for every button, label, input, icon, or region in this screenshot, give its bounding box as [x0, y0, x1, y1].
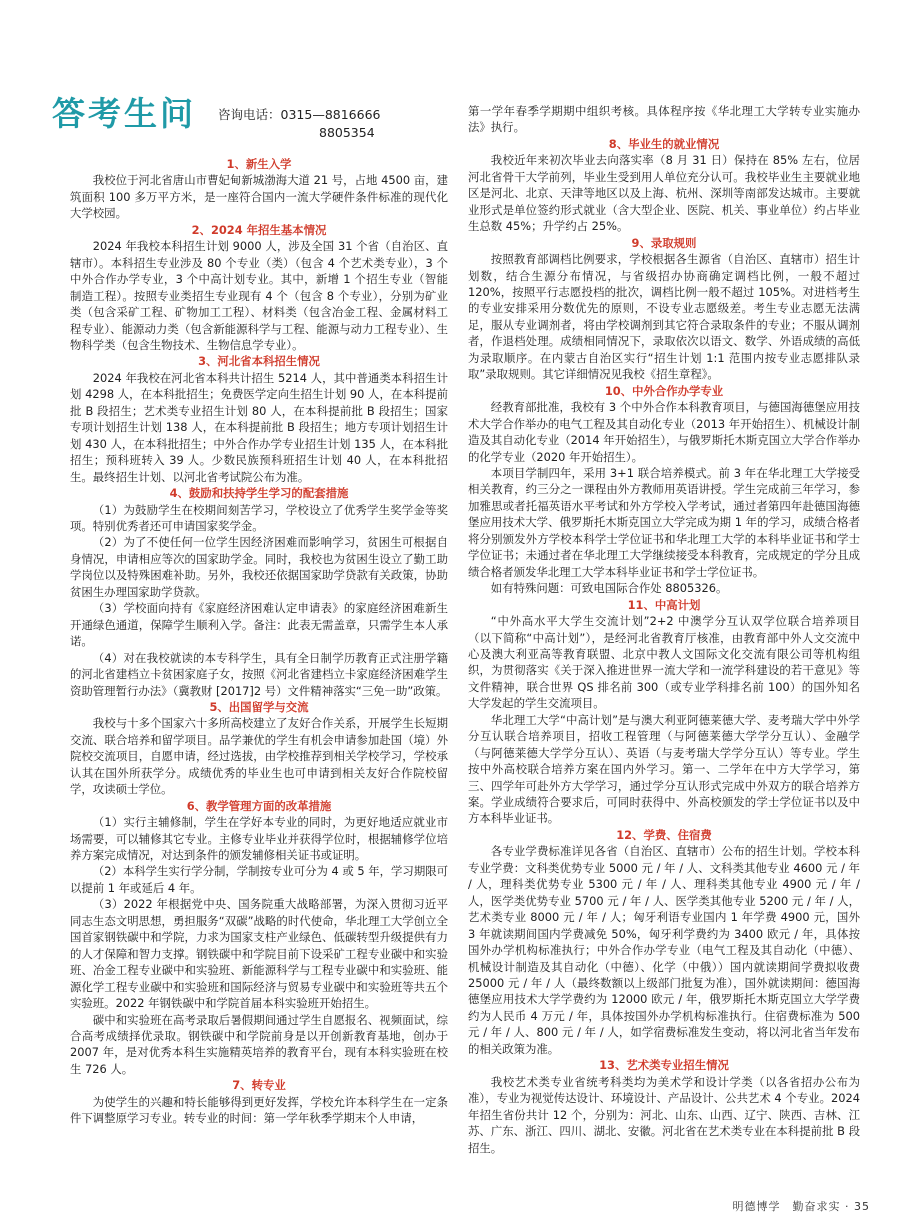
- paragraph: 如有特殊问题：可致电国际合作处 8805326。: [490, 581, 728, 596]
- paragraph: 碳中和实验班在高考录取后暑假期间通过学生自愿报名、视频面试，综合高考成绩择优录取。钢铁碳中和学院前身是以开创新教育基地，创办于 2007 年，是对优秀本科生实施精英培养的教育平台，现有本科实验班在校生 726 人。: [70, 1012, 448, 1076]
- phone-number-1: 0315—8816666: [280, 107, 381, 122]
- section-heading: 10、中外合作办学专业: [604, 383, 724, 398]
- section-heading: 11、中高计划: [627, 597, 701, 612]
- paragraph: 我校艺术类专业省统考科类均为美术学和设计学类（以各省招办公布为准），专业为视觉传达设计、环境设计、产品设计、公共艺术 4 个专业。2024 年招生省份共计 12 个，分别为：河北、山东、山西、辽宁、陕西、吉林、江苏、广东、浙江、四川、湖北、安徽。河北省在艺术类专业在本科提前批 B 段招生。: [468, 1074, 860, 1155]
- paragraph: （3）学校面向持有《家庭经济困难认定申请表》的家庭经济困难新生开通绿色通道，保障学生顺利入学。备注：此表无需盖章，只需学生本人承诺。: [70, 601, 448, 649]
- section-heading: 3、河北省本科招生情况: [198, 354, 320, 369]
- paragraph: 我校位于河北省唐山市曹妃甸新城渤海大道 21 号，占地 4500 亩，建筑面积 100 多万平方米，是一座符合国内一流大学硬件条件标准的现代化大学校园。: [70, 173, 448, 221]
- section-heading: 13、艺术类专业招生情况: [599, 1058, 729, 1073]
- paragraph: 为使学生的兴趣和特长能够得到更好发挥，学校允许本科学生在一定条件下调整原学习专业。转专业的时间：第一学年秋季学期末个人申请，: [70, 1094, 448, 1126]
- section-heading: 8、毕业生的就业情况: [608, 136, 720, 151]
- section-heading: 9、录取规则: [631, 235, 697, 250]
- contact-label: 咨询电话：: [218, 107, 281, 122]
- paragraph: （2）为了不使任何一位学生因经济困难而影响学习，贫困生可根据自身情况，申请相应等次的国家助学金。同时，我校也为贫困生设立了勤工助学岗位以及特殊困难补助。另外，我校还依据国家助学贷款有关政策，协助贫困生办理国家助学贷款。: [70, 535, 448, 599]
- page-title: 答考生问: [52, 94, 196, 133]
- paragraph: 第一学年春季学期期中组织考核。具体程序按《华北理工大学转专业实施办法》执行。: [468, 104, 860, 135]
- section-heading: 7、转专业: [232, 1078, 286, 1093]
- section-heading: 6、教学管理方面的改革措施: [186, 798, 332, 813]
- paragraph: （1）为鼓励学生在校期间刻苦学习，学校设立了优秀学生奖学金等奖项。特别优秀者还可申请国家奖学金。: [70, 502, 448, 533]
- page-footer: 明德博学 勤奋求实 · 35: [732, 1200, 870, 1213]
- paragraph: 各专业学费标准详见各省（自治区、直辖市）公布的招生计划。学校本科专业学费：文科类优势专业 5000 元 / 年 / 人、文科类其他专业 4600 元 / 年 / 人，理科类优势专业 5300 元 / 年 / 人、理科类其他专业 4900 元 / 年 / 人，医学类优势专业 5700 元 / 年 / 人、医学类其他专业 5200 元 / 年 / 人，艺术类专业 8000 元 / 年 / 人；匈牙利语专业国内 1 年学费 4900 元，国外 3 年就读期间国内学费减免 50%，匈牙利学费约为 3400 欧元 / 年，具体按国外办学机构标准执行；中外合作办学专业（电气工程及其自动化（中德）、机械设计制造及其自动化（中德）、化学（中俄））国内就读期间学费拟收费 25000 元 / 年 / 人（最终数额以上级部门批复为准），国外就读期间：德国海德堡应用技术大学学费约为 12000 欧元 / 年，俄罗斯托木斯克国立大学学费约为人民币 4 万元 / 年，具体按国外办学机构标准执行。住宿费标准为 500 元 / 年 / 人、800 元 / 年 / 人，如学宿费标准发生变动，将以河北省当年发布的相关政策为准。: [468, 844, 860, 1056]
- section-heading: 4、鼓励和扶持学生学习的配套措施: [169, 486, 349, 501]
- section-heading: 12、学费、住宿费: [616, 827, 712, 842]
- paragraph: （4）对在我校就读的本专科学生，具有全日制学历教育正式注册学籍的河北省建档立卡贫困家庭子女，按照《河北省建档立卡家庭经济困难学生资助管理暂行办法》（冀教财 [2017]2 号）文件精神落实“三免一助”政策。: [70, 650, 448, 698]
- right-column-body: [468, 103, 860, 1156]
- paragraph: 本项目学制四年，采用 3+1 联合培养模式。前 3 年在华北理工大学接受相关教育，约三分之一课程由外方教师用英语讲授。学生完成前三年学习，参加雅思或者托福英语水平考试和外方学校入学考试，通过者第四年赴德国海德堡应用技术大学、俄罗斯托木斯克国立大学完成为期 1 年的学习，成绩合格者将分别颁发外方学校本科学士学位证书和华北理工大学的本科毕业证书和学士学位证书；未通过者在华北理工大学继续接受本科教育，完成规定的学分且成绩合格者颁发华北理工大学本科毕业证书和学士学位证书。: [468, 465, 860, 579]
- paragraph: 我校近年来初次毕业去向落实率（8 月 31 日）保持在 85% 左右，位居河北省骨干大学前列，毕业生受到用人单位充分认可。我校毕业生主要就业地区是河北、北京、天津等地区以及上海、杭州、深圳等南部发达城市。主要就业形式是单位签约形式就业（含大型企业、医院、机关、事业单位）约占毕业生总数 45%；升学约占 25%。: [468, 153, 860, 234]
- paragraph: （3）2022 年根据党中央、国务院重大战略部署，为深入贯彻习近平同志生态文明思想，勇担服务“双碳”战略的时代使命，华北理工大学创立全国首家钢铁碳中和学院，力求为国家支柱产业绿色、低碳转型升级提供有力的人才保障和智力支撑。钢铁碳中和学院目前下设采矿工程专业碳中和实验班、冶金工程专业碳中和实验班、新能源科学与工程专业碳中和实验班、能源化学工程专业碳中和实验班和国际经济与贸易专业碳中和实验班等共五个实验班。2022 年钢铁碳中和学院首届本科实验班开始招生。: [70, 897, 448, 1011]
- paragraph: “中外高水平大学生交流计划”2+2 中澳学分互认双学位联合培养项目（以下简称“中高计划”），是经河北省教育厅核准，由教育部中外人文交流中心及澳大利亚高等教育联盟、北京中教人文国际文化交流有限公司等机构组织，为贯彻落实《关于深入推进世界一流大学和一流学科建设的若干意见》等文件精神，联合世界 QS 排名前 300（或专业学科排名前 100）的国外知名大学发起的学生交流项目。: [468, 614, 860, 711]
- section-heading: 2、2024 年招生基本情况: [191, 222, 327, 237]
- page-header: [52, 94, 448, 156]
- paragraph: 按照教育部调档比例要求，学校根据各生源省（自治区、直辖市）招生计划数，结合生源分布情况，与省级招办协商确定调档比例，一般不超过 120%，按照平行志愿投档的批次，调档比例一般不超过 105%。对进档考生的专业安排采用分数优先的原则，不设专业志愿级差。考生专业志愿无法满足，服从专业调剂者，将由学校调剂到其它符合录取条件的专业；不服从调剂者，作退档处理。成绩相同情况下，录取依次以语文、数学、外语成绩的高低为录取顺序。在内蒙古自治区实行“招生计划 1:1 范围内按专业志愿排队录取”录取规则。其它详细情况见我校《招生章程》。: [468, 252, 860, 382]
- paragraph: 2024 年我校本科招生计划 9000 人，涉及全国 31 个省（自治区、直辖市）。本科招生专业涉及 80 个专业（类）（包含 4 个艺术类专业），3 个中外合作办学专业，3 个中高计划专业。其中，新增 1 个招生专业（智能制造工程）。按照专业类招生专业现有 4 个（包含 8 个专业），分别为矿业类（包含采矿工程、矿物加工工程）、材料类（包含冶金工程、金属材料工程专业）、能源动力类（包含新能源科学与工程、能源与动力工程专业）、生物科学类（包含生物技术、生物信息学专业）。: [70, 239, 448, 352]
- left-column-body: [70, 156, 448, 1127]
- paragraph: （1）实行主辅修制，学生在学好本专业的同时，为更好地适应就业市场需要，可以辅修其它专业。主修专业毕业并获得学位时，根据辅修学位培养方案完成情况，对达到条件的颁发辅修相关证书或证明。: [70, 815, 448, 863]
- paragraph: 华北理工大学“中高计划”是与澳大利亚阿德莱德大学、麦考瑞大学中外学分互认联合培养项目，招收工程管理（与阿德莱德大学学分互认）、金融学（与阿德莱德大学学分互认）、英语（与麦考瑞大学学分互认）等专业。学生按中外高校联合培养方案在国内外学习。第一、二学年在中方大学学习，第三、四学年可赴外方大学学习，通过学分互认形式完成中外双方的联合培养方案。学业成绩符合要求后，可同时获得中、外高校颁发的学士学位证书以及中方本科毕业证书。: [468, 712, 860, 826]
- section-heading: 5、出国留学与交流: [209, 699, 309, 714]
- paragraph: 我校与十多个国家六十多所高校建立了友好合作关系，开展学生长短期交流、联合培养和留学项目。品学兼优的学生有机会申请参加赴国（境）外院校交流项目，自愿申请，经过选拔，由学校推荐到相关学校学习，学校承认其在国外所获学分。成绩优秀的毕业生也可申请到相关友好合作院校留学，攻读硕士学位。: [70, 716, 448, 797]
- paragraph: 2024 年我校在河北省本科共计招生 5214 人，其中普通类本科招生计划 4298 人，在本科批招生；免费医学定向生招生计划 90 人，在本科提前批 B 段招生；艺术类专业招生计划 80 人，在本科提前批 B 段招生；国家专项计划招生计划 138 人，在本科提前批 B 段招生；地方专项计划招生计划 430 人，在本科批招生；中外合作办学专业招生计划 135 人，在本科批招生；预科班转入 39 人。少数民族预科班招生计划 40 人，在本科批招生。最终招生计划、以河北省考试院公布为准。: [70, 370, 448, 484]
- phone-number-2: 8805354: [319, 125, 375, 140]
- right-column: [468, 103, 860, 1156]
- left-column: [52, 94, 448, 1127]
- section-heading: 1、新生入学: [226, 157, 292, 171]
- paragraph: （2）本科学生实行学分制，学制按专业可分为 4 或 5 年，学习期限可以提前 1 年或延后 4 年。: [70, 864, 448, 895]
- paragraph: 经教育部批准，我校有 3 个中外合作本科教育项目，与德国海德堡应用技术大学合作举办的电气工程及其自动化专业（2013 年开始招生）、机械设计制造及其自动化专业（2014 年开始招生），与俄罗斯托木斯克国立大学合作举办的化学专业（2020 年开始招生）。: [468, 400, 860, 464]
- contact-info: [218, 106, 381, 142]
